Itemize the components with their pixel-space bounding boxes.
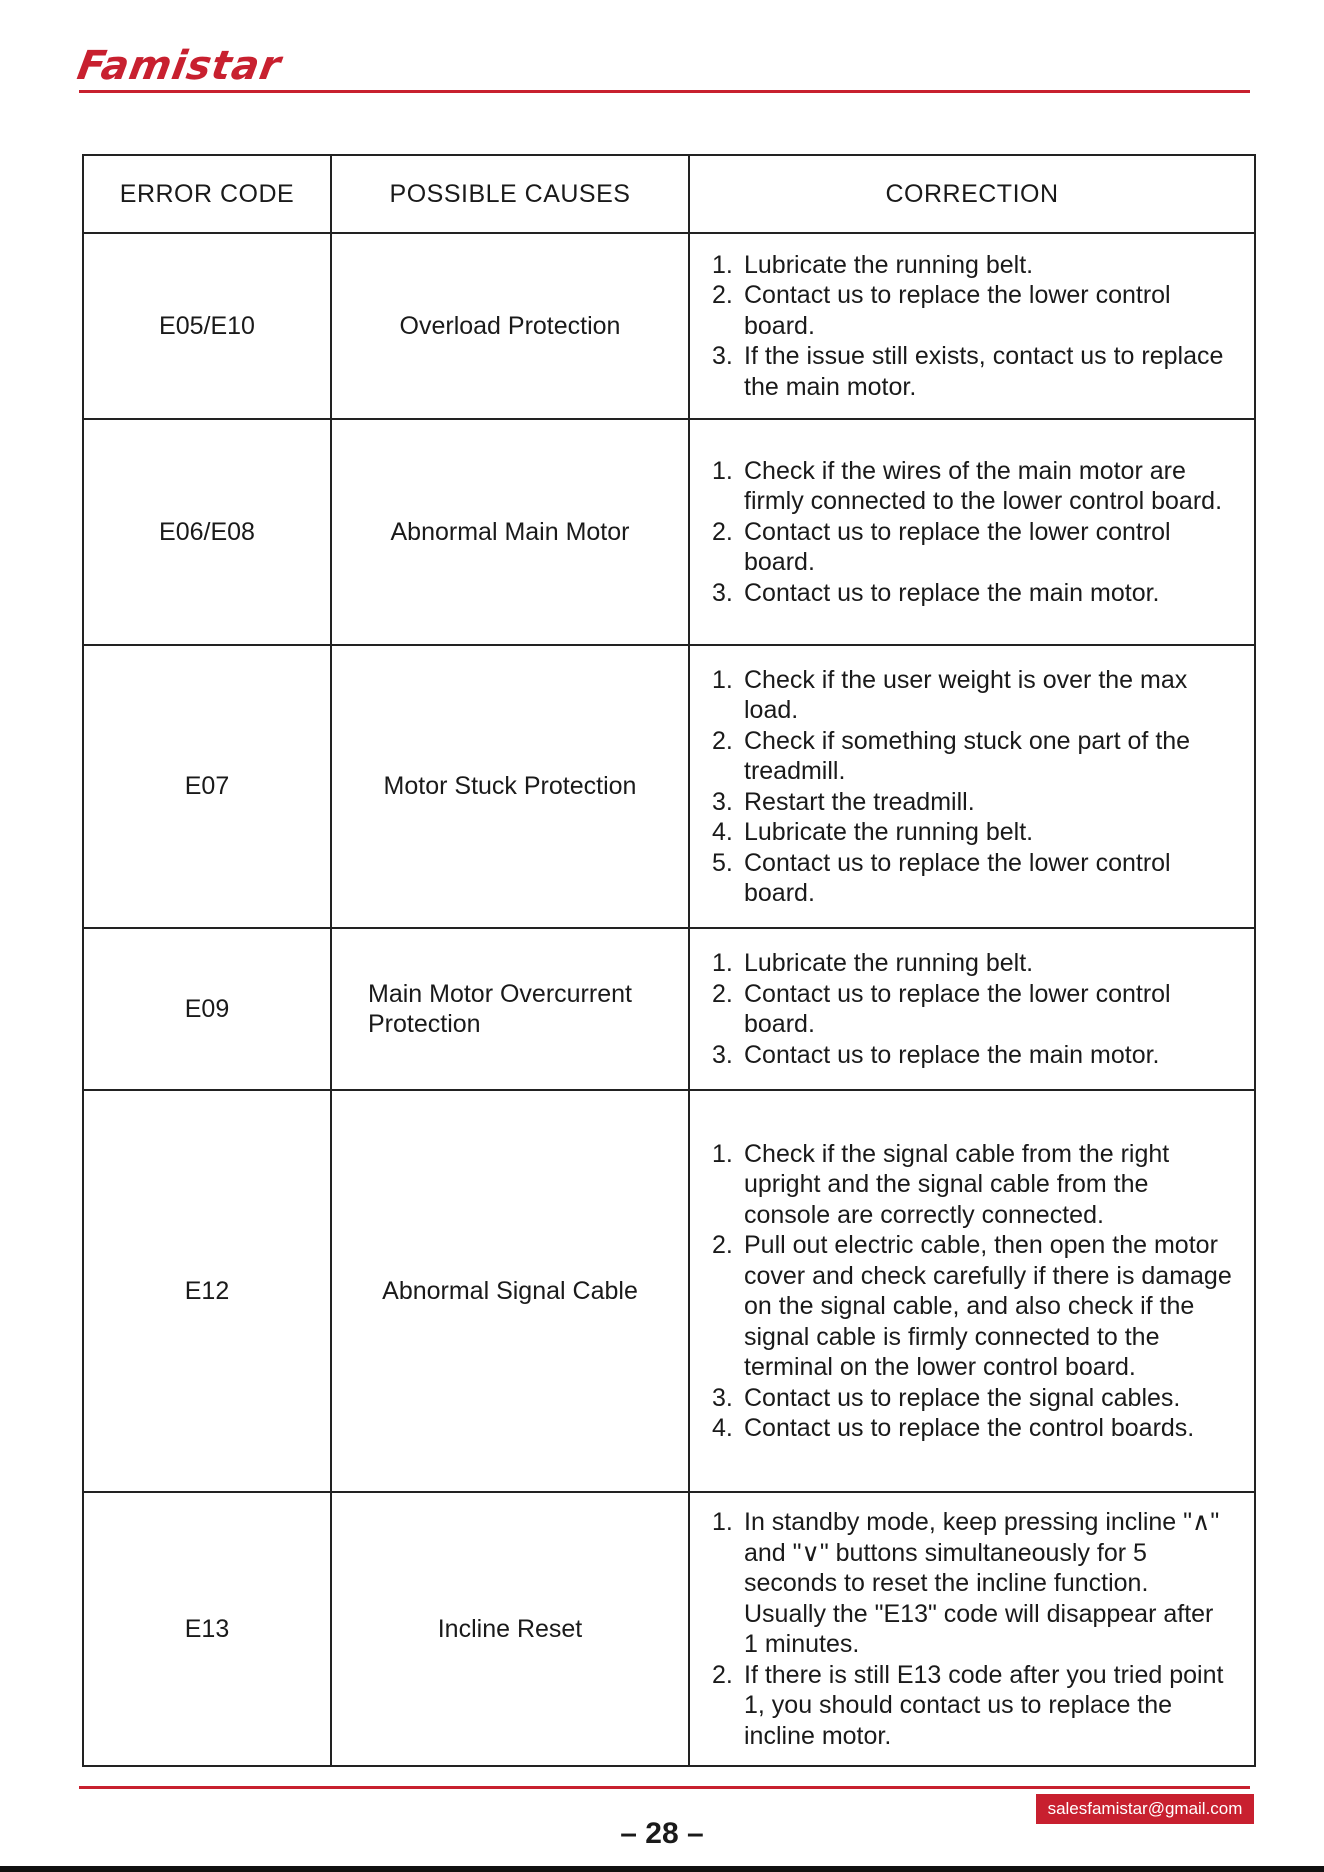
step-number: 2. <box>712 1231 733 1259</box>
step-number: 3. <box>712 342 733 371</box>
list-item <box>712 341 1234 402</box>
list-item <box>712 1040 1234 1071</box>
footer-divider <box>79 1786 1250 1789</box>
step-text: Lubricate the running belt. <box>744 949 1034 977</box>
list-item <box>712 1660 1234 1752</box>
list-item <box>712 726 1234 787</box>
cause-cell: Abnormal Main Motor <box>331 419 689 645</box>
error-code-cell: E05/E10 <box>83 233 331 419</box>
list-item <box>712 948 1234 979</box>
step-number: 2. <box>712 1660 733 1689</box>
header-correction: CORRECTION <box>689 155 1255 233</box>
contact-email: salesfamistar@gmail.com <box>1036 1794 1254 1824</box>
list-item <box>712 1139 1234 1231</box>
step-number: 3. <box>712 578 733 607</box>
cause-cell: Incline Reset <box>331 1492 689 1766</box>
table-row <box>83 1492 1255 1766</box>
step-number: 3. <box>712 1383 733 1412</box>
step-text: Check if the wires of the main motor are firmly connected to the lower control board. <box>744 456 1223 516</box>
step-text: Check if something stuck one part of the treadmill. <box>744 726 1191 785</box>
step-text: Lubricate the running belt. <box>744 818 1034 846</box>
error-code-cell: E06/E08 <box>83 419 331 645</box>
correction-steps <box>712 456 1234 609</box>
list-item <box>712 665 1234 726</box>
step-text: Check if the user weight is over the max load. <box>744 665 1188 724</box>
list-item <box>712 1383 1234 1414</box>
step-text: If the issue still exists, contact us to replace the main motor. <box>744 342 1224 401</box>
step-number: 1. <box>712 1139 733 1168</box>
step-number: 3. <box>712 787 733 816</box>
cause-cell: Motor Stuck Protection <box>331 645 689 928</box>
correction-steps <box>712 665 1234 909</box>
header-error-code: ERROR CODE <box>83 155 331 233</box>
correction-steps <box>712 948 1234 1070</box>
step-text: Contact us to replace the lower control board. <box>744 517 1171 577</box>
header-divider <box>79 90 1250 93</box>
step-text: Contact us to replace the lower control board. <box>744 979 1171 1038</box>
page-bottom-edge <box>0 1866 1324 1872</box>
step-number: 2. <box>712 281 733 310</box>
step-text: Contact us to replace the lower control board. <box>744 848 1171 907</box>
correction-cell <box>689 419 1255 645</box>
correction-steps <box>712 1139 1234 1444</box>
header-possible-causes: POSSIBLE CAUSES <box>331 155 689 233</box>
step-number: 2. <box>712 726 733 755</box>
correction-cell <box>689 1090 1255 1492</box>
list-item <box>712 578 1234 609</box>
list-item <box>712 1413 1234 1444</box>
correction-steps <box>712 250 1234 403</box>
error-code-cell: E12 <box>83 1090 331 1492</box>
error-code-table <box>82 154 1256 1767</box>
step-number: 1. <box>712 456 733 485</box>
list-item <box>712 517 1234 578</box>
table-row <box>83 645 1255 928</box>
step-text: Contact us to replace the control boards. <box>744 1414 1195 1442</box>
step-number: 2. <box>712 979 733 1008</box>
correction-cell <box>689 233 1255 419</box>
step-text: Contact us to replace the main motor. <box>744 578 1160 607</box>
step-number: 4. <box>712 1414 733 1442</box>
table-header-row <box>83 155 1255 233</box>
correction-steps <box>712 1507 1234 1751</box>
correction-cell <box>689 1492 1255 1766</box>
correction-cell <box>689 928 1255 1090</box>
brand-logo: Famistar <box>73 43 285 89</box>
correction-cell <box>689 645 1255 928</box>
step-text: Restart the treadmill. <box>744 787 975 816</box>
step-text: Contact us to replace the signal cables. <box>744 1383 1181 1412</box>
step-number: 2. <box>712 517 733 546</box>
step-number: 3. <box>712 1040 733 1069</box>
step-text: Check if the signal cable from the right upright and the signal cable from the console are correctly connected. <box>744 1139 1170 1229</box>
table-row <box>83 928 1255 1090</box>
cause-cell: Main Motor Overcurrent Protection <box>331 928 689 1090</box>
step-text: In standby mode, keep pressing incline "∧" and "∨" buttons simultaneously for 5 seconds to reset the incline function. Usually the "E13" code will disappear after 1 minutes. <box>744 1508 1220 1658</box>
list-item <box>712 979 1234 1040</box>
cause-cell: Abnormal Signal Cable <box>331 1090 689 1492</box>
list-item <box>712 817 1234 848</box>
list-item <box>712 280 1234 341</box>
cause-cell: Overload Protection <box>331 233 689 419</box>
step-number: 1. <box>712 949 733 977</box>
list-item <box>712 250 1234 281</box>
step-number: 4. <box>712 818 733 846</box>
step-number: 1. <box>712 250 733 279</box>
step-text: Contact us to replace the lower control board. <box>744 281 1171 340</box>
error-code-cell: E13 <box>83 1492 331 1766</box>
step-text: Lubricate the running belt. <box>744 250 1034 279</box>
step-number: 1. <box>712 1508 733 1536</box>
error-code-cell: E07 <box>83 645 331 928</box>
table-row <box>83 1090 1255 1492</box>
step-number: 1. <box>712 665 733 694</box>
step-text: If there is still E13 code after you tried point 1, you should contact us to replace the incline motor. <box>744 1660 1224 1750</box>
list-item <box>712 787 1234 818</box>
step-text: Contact us to replace the main motor. <box>744 1040 1160 1069</box>
list-item <box>712 1507 1234 1660</box>
table-row <box>83 233 1255 419</box>
error-code-cell: E09 <box>83 928 331 1090</box>
step-text: Pull out electric cable, then open the motor cover and check carefully if there is damage on the signal cable, and also check if the signal cable is firmly connected to the terminal on the lower control board. <box>744 1231 1232 1381</box>
page-number: – 28 – <box>620 1817 704 1850</box>
list-item <box>712 456 1234 517</box>
list-item <box>712 848 1234 909</box>
table-row <box>83 419 1255 645</box>
step-number: 5. <box>712 848 733 877</box>
list-item <box>712 1230 1234 1383</box>
